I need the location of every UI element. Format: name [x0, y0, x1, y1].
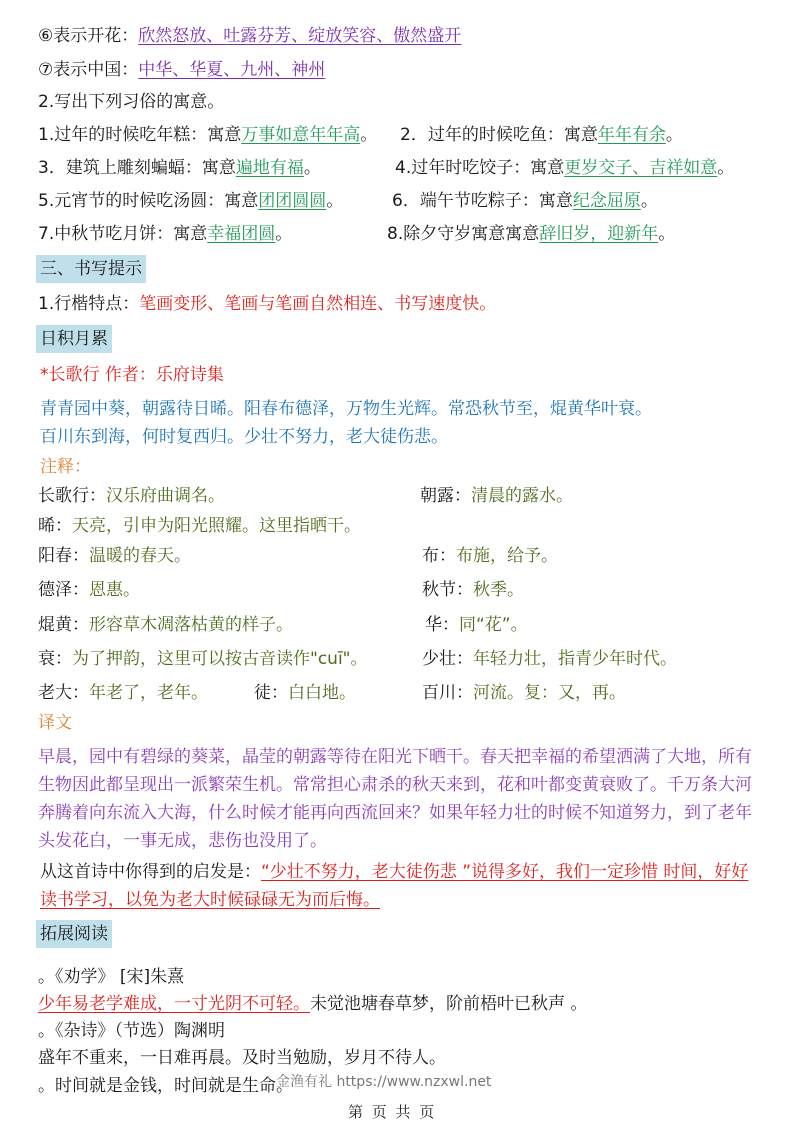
custom-text: 5.元宵节的时候吃汤圆：寓意	[38, 191, 259, 211]
note-item	[38, 682, 208, 704]
note-def: 恩惠。	[89, 580, 140, 600]
custom-text: 7.中秋节吃月饼：寓意	[38, 224, 208, 244]
customs-heading: 2.写出下列习俗的寓意。	[38, 92, 225, 112]
custom-punct: 。	[665, 125, 683, 145]
custom-answer: 万事如意年年高	[241, 125, 361, 145]
custom-item	[38, 190, 343, 212]
note-def: 为了押韵，这里可以按古音读作"cuī"。	[72, 649, 368, 669]
translation-label: 译文	[38, 713, 72, 733]
custom-punct: 。	[303, 158, 321, 178]
section-heading-daily: 日积月累	[36, 325, 112, 353]
custom-item	[387, 223, 675, 245]
custom-text: 4.过年时吃饺子：寓意	[395, 158, 565, 178]
note-item	[38, 515, 361, 537]
custom-item	[395, 157, 734, 179]
note-item	[425, 614, 528, 636]
reading-highlight: 少年易老学难成，一寸光阴不可轻。	[38, 994, 310, 1014]
tip-answer: 笔画变形、笔画与笔画自然相连、书写速度快。	[139, 294, 497, 314]
custom-punct: 。	[326, 191, 344, 211]
note-def: 温暖的春天。	[89, 546, 191, 566]
custom-answer: 辞旧岁，迎新年	[539, 224, 659, 244]
insight-answer: “少壮不努力，老大徒伤悲 ”说得多好，我们一定珍惜 时间，好好读书学习，以免为老大时候碌碌无为而后悔。	[40, 862, 749, 910]
custom-text: 8.除夕守岁寓意寓意	[387, 224, 540, 244]
custom-punct: 。	[360, 125, 378, 145]
custom-answer: 幸福团圆	[207, 224, 276, 244]
item-china	[38, 59, 325, 81]
custom-punct: 。	[717, 158, 735, 178]
poem-line: 青青园中葵，朝露待日晞。阳春布德泽，万物生光辉。常恐秋节至，焜黄华叶衰。	[40, 399, 652, 419]
note-item	[422, 682, 626, 704]
note-def: 汉乐府曲调名。	[106, 486, 225, 506]
reading-line: 。《劝学》 [宋]朱熹	[38, 967, 185, 987]
note-item	[422, 579, 524, 601]
custom-item	[38, 223, 292, 245]
custom-item	[392, 190, 658, 212]
item-flowering	[38, 25, 461, 47]
note-def: 天亮，引申为阳光照耀。这里指晒干。	[72, 516, 361, 536]
reading-text: 未觉池塘春草梦，阶前梧叶已秋声 。	[310, 994, 588, 1014]
section-heading-writing: 三、书写提示	[36, 255, 146, 283]
note-item	[420, 485, 573, 507]
reading-line: 。《杂诗》（节选）陶渊明	[38, 1021, 225, 1041]
note-def: 白白地。	[288, 683, 356, 703]
note-term: 百川：	[422, 683, 473, 703]
writing-tip	[38, 293, 496, 315]
reading-line: 盛年不重来，一日难再晨。及时当勉励，岁月不待人。	[38, 1048, 446, 1068]
custom-item	[400, 124, 683, 146]
note-term: 德泽：	[38, 580, 89, 600]
note-def: 年轻力壮，指青少年时代。	[473, 649, 677, 669]
custom-text: 2．过年的时候吃鱼：寓意	[400, 125, 598, 145]
note-item	[38, 648, 367, 670]
poem-line: 百川东到海，何时复西归。少壮不努力，老大徒伤悲。	[40, 427, 448, 447]
item-label: ⑥表示开花：	[38, 26, 139, 46]
custom-text: 6．端午节吃粽子：寓意	[392, 191, 573, 211]
insight-label: 从这首诗中你得到的启发是：	[40, 862, 261, 882]
note-def: 秋季。	[473, 580, 524, 600]
note-def: 清晨的露水。	[471, 486, 573, 506]
poem-title: *长歌行 作者：乐府诗集	[40, 365, 224, 385]
custom-item	[38, 157, 321, 179]
note-item	[38, 545, 191, 567]
note-item	[422, 545, 558, 567]
note-def: 河流。复：又，再。	[473, 683, 626, 703]
note-term: 阳春：	[38, 546, 89, 566]
note-item	[38, 579, 140, 601]
note-item	[422, 648, 677, 670]
note-term: 老大：	[38, 683, 89, 703]
note-term: 衰：	[38, 649, 72, 669]
custom-answer: 纪念屈原	[572, 191, 641, 211]
custom-item	[38, 124, 377, 146]
note-term: 长歌行：	[38, 486, 106, 506]
reading-line: 。时间就是金钱，时间就是生命。	[38, 1076, 293, 1096]
notes-label: 注释：	[40, 457, 91, 477]
custom-punct: 。	[658, 224, 676, 244]
note-def: 布施，给予。	[456, 546, 558, 566]
reading-line	[38, 993, 587, 1015]
translation-text: 早晨，园中有碧绿的葵菜，晶莹的朝露等待在阳光下晒干。春天把幸福的希望洒满了大地，所有生物因此都呈现出一派繁荣生机。常常担心肃杀的秋天来到，花和叶都变黄衰败了。千万条大河奔腾着向东流入大海，什么时候才能再向西流回来？如果年轻力壮的时候不知道努力，到了老年头发花白，一事无成，悲伤也没用了。	[38, 747, 752, 851]
page-footer: 第 页 共 页	[348, 1103, 437, 1121]
custom-punct: 。	[275, 224, 293, 244]
custom-answer: 遍地有福	[235, 158, 304, 178]
item-answer: 中华、华夏、九州、神州	[138, 60, 326, 80]
custom-text: 3．建筑上雕刻蝙蝠：寓意	[38, 158, 236, 178]
note-term: 秋节：	[422, 580, 473, 600]
item-answer: 欣然怒放、吐露芬芳、绽放笑容、傲然盛开	[138, 26, 462, 46]
note-term: 晞：	[38, 516, 72, 536]
note-term: 焜黄：	[38, 615, 89, 635]
note-term: 朝露：	[420, 486, 471, 506]
note-term: 布：	[422, 546, 456, 566]
note-term: 徒：	[254, 683, 288, 703]
poem-insight	[40, 858, 752, 914]
note-term: 华：	[425, 615, 459, 635]
custom-punct: 。	[640, 191, 658, 211]
custom-answer: 年年有余	[597, 125, 666, 145]
item-label: ⑦表示中国：	[38, 60, 139, 80]
custom-answer: 更岁交子、吉祥如意	[564, 158, 718, 178]
note-item	[38, 614, 293, 636]
note-def: 形容草木凋落枯黄的样子。	[89, 615, 293, 635]
custom-answer: 团团圆圆	[258, 191, 327, 211]
note-term: 少壮：	[422, 649, 473, 669]
watermark: 金渔有礼 https://www.nzxwl.net	[276, 1074, 492, 1090]
tip-label: 1.行楷特点：	[38, 294, 140, 314]
custom-text: 1.过年的时候吃年糕：寓意	[38, 125, 242, 145]
note-def: 同“花”。	[459, 615, 528, 635]
note-item	[38, 485, 225, 507]
note-def: 年老了，老年。	[89, 683, 208, 703]
note-item	[254, 682, 356, 704]
section-heading-extend: 拓展阅读	[36, 920, 112, 948]
